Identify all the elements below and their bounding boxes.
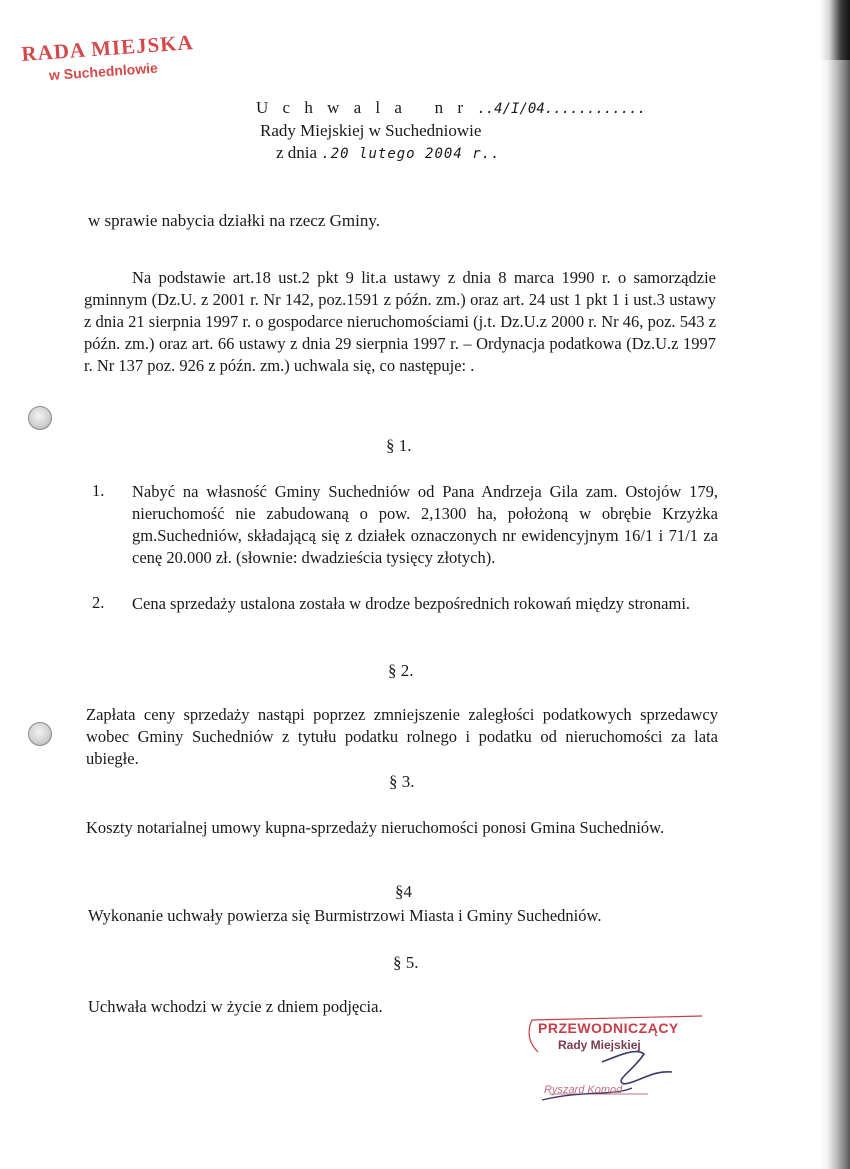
punch-hole-icon: [28, 406, 52, 430]
section-2-heading: § 2.: [388, 661, 414, 680]
section-4-text: Wykonanie uchwały powierza się Burmistrzowi Miasta i Gminy Suchedniów.: [88, 906, 602, 925]
punch-hole-icon: [28, 722, 52, 746]
resolution-number: ..4/I/04............: [477, 101, 646, 117]
list-number: 2.: [92, 593, 105, 612]
preamble-paragraph: Na podstawie art.18 ust.2 pkt 9 lit.a ustawy z dnia 8 marca 1990 r. o samorządzie gminnym (Dz.U. z 2001 r. Nr 142, poz.1591 z późn. zm.) oraz art. 24 ust 1 pkt 1 i ust.3 ustawy z dnia 21 sierpnia 1997 r. o gospodarce nieruchomościami (j.t. Dz.U.z 2000 r. Nr 46, poz. 543 z późn. zm.) oraz art. 66 ustawy z dnia 29 sierpnia 1997 r. – Ordynacja podatkowa (Dz.U.z 1997 r. Nr 137 poz. 926 z późn. zm.) uchwala się, co następuje: .: [84, 268, 716, 375]
date-prefix: z dnia: [276, 143, 322, 162]
section-3-text: Koszty notarialnej umowy kupna-sprzedaży nieruchomości ponosi Gmina Suchedniów.: [86, 818, 665, 837]
chairman-signature-stamp: [524, 1014, 710, 1110]
signature-icon: [602, 1052, 672, 1084]
stamp-name: Ryszard Komod: [544, 1084, 623, 1096]
section-5-heading: § 5.: [393, 953, 419, 972]
section-5-text: Uchwała wchodzi w życie z dniem podjęcia.: [88, 997, 383, 1016]
stamp-title: PRZEWODNICZĄCY: [538, 1020, 679, 1036]
section-3-heading: § 3.: [389, 772, 415, 791]
section-2-text: Zapłata ceny sprzedaży nastąpi poprzez zmniejszenie zaległości podatkowych sprzedawcy wobec Gminy Suchedniów z tytułu podatku rolnego i podatku od nieruchomości za lata ubiegłe.: [86, 705, 718, 768]
subject-line: w sprawie nabycia działki na rzecz Gminy.: [88, 211, 381, 230]
resolution-date: .20 lutego 2004 r..: [321, 146, 501, 162]
title-prefix: U c h w a l a n r: [256, 98, 478, 117]
title-line3: [276, 142, 646, 165]
list-number: 1.: [92, 481, 105, 500]
council-stamp-line2: w Suchednlowie: [48, 59, 159, 84]
scan-edge-shadow: [820, 0, 850, 1169]
stamp-subtitle: Rady Miejskiej: [558, 1038, 641, 1052]
title-line2: Rady Miejskiej w Suchedniowie: [260, 121, 482, 140]
scan-edge-corner: [820, 0, 850, 60]
section-4-heading: §4: [395, 882, 412, 901]
list-item-text: Cena sprzedaży ustalona została w drodze bezpośrednich rokowań między stronami.: [132, 594, 691, 613]
title-line1: [256, 97, 646, 120]
council-stamp: [21, 30, 196, 85]
section-1-heading: § 1.: [386, 436, 412, 455]
resolution-title: [256, 97, 646, 165]
list-item-text: Nabyć na własność Gminy Suchedniów od Pana Andrzeja Gila zam. Ostojów 179, nieruchomość nie zabudowaną o pow. 2,1300 ha, położoną w obrębie Krzyżka gm.Suchedniów, składającą się z działek oznaczonych nr ewidencyjnym 16/1 i 71/1 za cenę 20.000 zł. (słownie: dwadzieścia tysięcy złotych).: [132, 482, 718, 567]
council-stamp-line1: RADA MIEJSKA: [20, 30, 195, 67]
